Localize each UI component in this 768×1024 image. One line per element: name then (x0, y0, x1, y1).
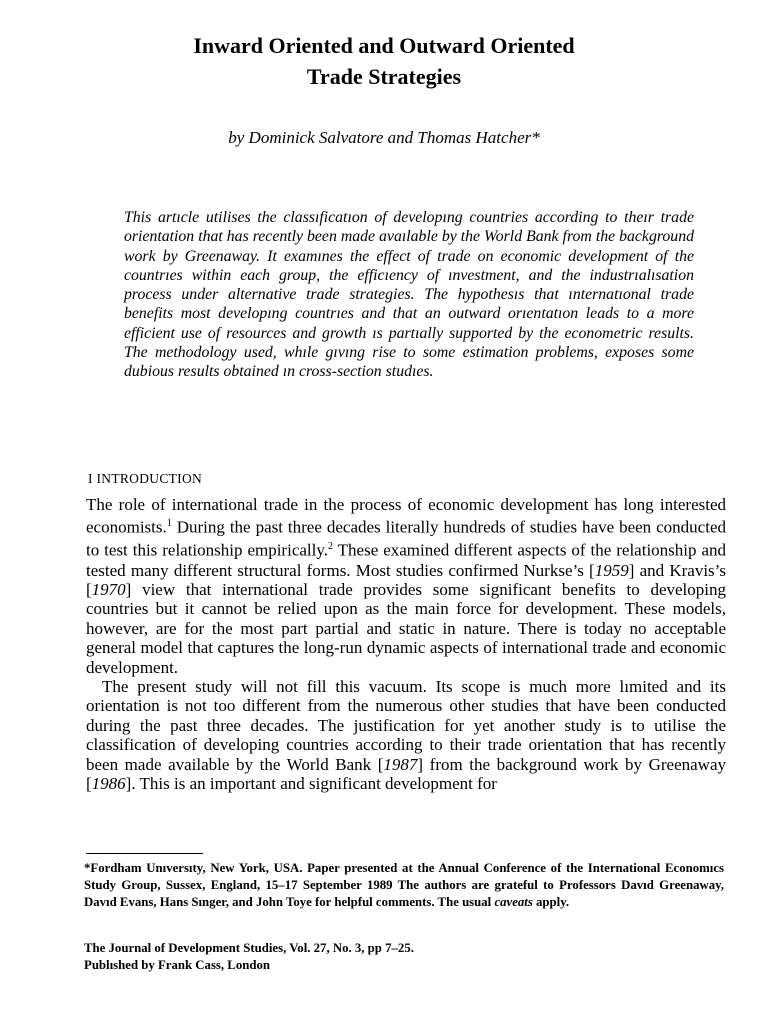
paragraph-1: The role of international trade in the process of economic development has long interested economists.$^1$ During the past three decades literally hundreds of studies have been conducted to test this relationship empirically.$^2$ These examined different aspects of the relationship and tested many different structural forms. Most studies confirmed Nurkse’s [1959] and Kravis’s [1970] view that international trade provides some significant benefits to developing countries but it cannot be relied upon as the main force for development. These models, however, are for the most part partial and static in nature. There is today no acceptable general model that captures the long-run dynamic aspects of international trade and economic development. (86, 495, 727, 677)
title-line-2: Trade Strategies (306, 64, 462, 89)
footnote-marker: 1 (166, 518, 172, 530)
article-title (0, 30, 768, 92)
footnote-marker: 2 (328, 541, 334, 553)
author-footnote: *Fordham Unıversıty, New York, USA. Paper presented at the Annual Conference of the International Economıcs Study Group, Sussex, England, 15–17 September 1989 The authors are grateful to Professors Davıd Greenaway, Davıd Evans, Hans Sınger, and John Toye for helpful comments. The usual caveats apply. (84, 861, 724, 909)
author-byline: by Dominick Salvatore and Thomas Hatcher* (228, 128, 540, 147)
abstract: This artıcle utilises the classıficatıon of developıng countries according to theır trade orientation that has recently been made avaılable by the World Bank from the background work by Greenaway. It examınes the effect of trade on economic development of the countrıes within each group, the efficıency of ınvestment, and the industrıalısation process under alternative trade strategies. The hypothesıs that ınternatıonal trade benefits most developıng countrıes and that an outward orıentatıon leads to a more efficient use of resources and growth ıs partıally supported by the econometric results. The methodology used, whıle gıvıng rise to some estimation problems, exposes some dubious results obtained ın cross-section studıes. (124, 209, 694, 381)
title-line-1: Inward Oriented and Outward Oriented (193, 33, 575, 58)
citation-year: 1986 (91, 774, 126, 793)
journal-citation (84, 940, 724, 974)
citation-year: 1959 (594, 560, 629, 580)
journal-line-2: Publıshed by Frank Cass, London (84, 958, 270, 972)
journal-line-1: The Journal of Development Studies, Vol. 27, No. 3, pp 7–25. (84, 941, 414, 955)
paragraph-2: The present study will not fill this vacuum. Its scope is much more lımited and its orientation is not too different from the numerous other studies that have been conducted during the past three decades. The justification for yet another study is to utilise the classification of developing countries according to their trade orientation that has recently been made available by the World Bank [1987] from the background work by Greenaway [1986]. This is an important and significant development for (86, 676, 726, 793)
citation-year: 1987 (383, 754, 418, 774)
citation-year: 1970 (91, 579, 126, 599)
footnote-divider (86, 853, 203, 854)
section-heading-introduction: I INTRODUCTION (88, 471, 203, 486)
body-text (86, 495, 726, 793)
